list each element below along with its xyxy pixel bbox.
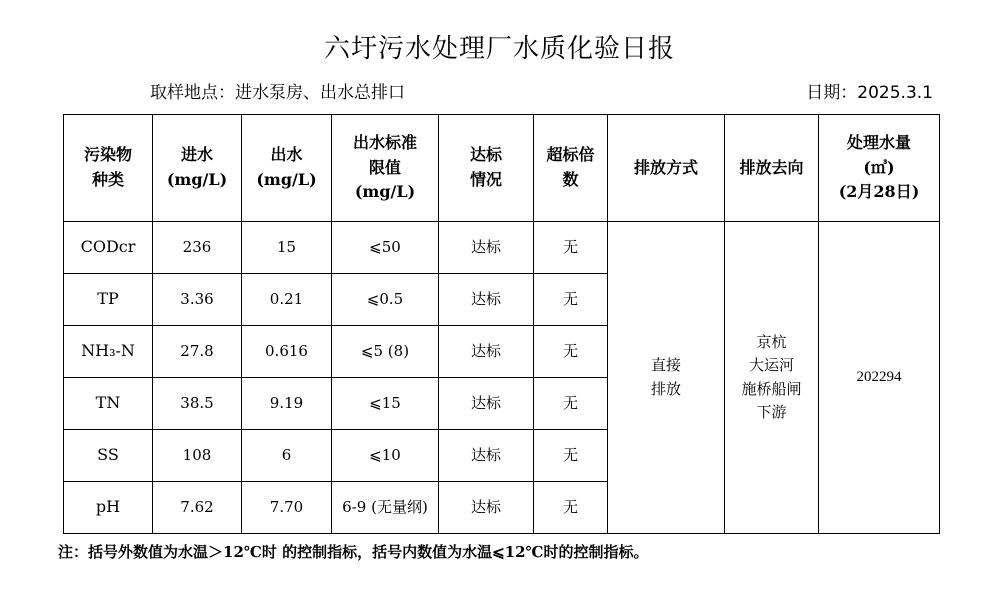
- inflow-value: 7.62: [153, 482, 242, 534]
- treatment-volume: 202294: [819, 222, 940, 534]
- header-pollutant: 污染物 种类: [64, 115, 153, 222]
- page-title: 六圩污水处理厂水质化验日报: [323, 34, 675, 64]
- outflow-value: 0.21: [242, 274, 332, 326]
- limit-value: ⩽10: [332, 430, 439, 482]
- pollutant-name: TP: [64, 274, 153, 326]
- exceed-value: 无: [534, 222, 608, 274]
- header-volume: 处理水量 (㎥) (2月28日): [819, 115, 940, 222]
- table-row: [64, 222, 940, 274]
- pollutant-name: NH₃-N: [64, 326, 153, 378]
- sampling-location: 取样地点：进水泵房、出水总排口: [150, 83, 405, 103]
- exceed-value: 无: [534, 378, 608, 430]
- status-value: 达标: [439, 222, 534, 274]
- inflow-value: 3.36: [153, 274, 242, 326]
- discharge-method: 直接 排放: [608, 222, 725, 534]
- pollutant-name: TN: [64, 378, 153, 430]
- water-quality-table: [63, 114, 940, 534]
- pollutant-name: SS: [64, 430, 153, 482]
- header-inflow: 进水 (mg/L): [153, 115, 242, 222]
- header-status: 达标 情况: [439, 115, 534, 222]
- status-value: 达标: [439, 274, 534, 326]
- outflow-value: 15: [242, 222, 332, 274]
- exceed-value: 无: [534, 430, 608, 482]
- outflow-value: 6: [242, 430, 332, 482]
- inflow-value: 236: [153, 222, 242, 274]
- header-discharge-method: 排放方式: [608, 115, 725, 222]
- pollutant-name: pH: [64, 482, 153, 534]
- header-exceed: 超标倍 数: [534, 115, 608, 222]
- discharge-destination: 京杭 大运河 施桥船闸 下游: [725, 222, 819, 534]
- header-outflow: 出水 (mg/L): [242, 115, 332, 222]
- footnote: 注：括号外数值为水温＞12℃时 的控制指标，括号内数值为水温⩽12℃时的控制指标。: [58, 543, 649, 561]
- inflow-value: 27.8: [153, 326, 242, 378]
- limit-value: ⩽15: [332, 378, 439, 430]
- limit-value: 6-9 (无量纲): [332, 482, 439, 534]
- header-limit: 出水标准 限值 (mg/L): [332, 115, 439, 222]
- inflow-value: 108: [153, 430, 242, 482]
- limit-value: ⩽0.5: [332, 274, 439, 326]
- status-value: 达标: [439, 378, 534, 430]
- outflow-value: 9.19: [242, 378, 332, 430]
- pollutant-name: CODcr: [64, 222, 153, 274]
- status-value: 达标: [439, 482, 534, 534]
- exceed-value: 无: [534, 274, 608, 326]
- exceed-value: 无: [534, 326, 608, 378]
- outflow-value: 7.70: [242, 482, 332, 534]
- header-discharge-dest: 排放去向: [725, 115, 819, 222]
- inflow-value: 38.5: [153, 378, 242, 430]
- status-value: 达标: [439, 326, 534, 378]
- report-date: 日期：2025.3.1: [806, 83, 933, 103]
- limit-value: ⩽50: [332, 222, 439, 274]
- status-value: 达标: [439, 430, 534, 482]
- outflow-value: 0.616: [242, 326, 332, 378]
- header-row: [64, 115, 940, 222]
- limit-value: ⩽5 (8): [332, 326, 439, 378]
- exceed-value: 无: [534, 482, 608, 534]
